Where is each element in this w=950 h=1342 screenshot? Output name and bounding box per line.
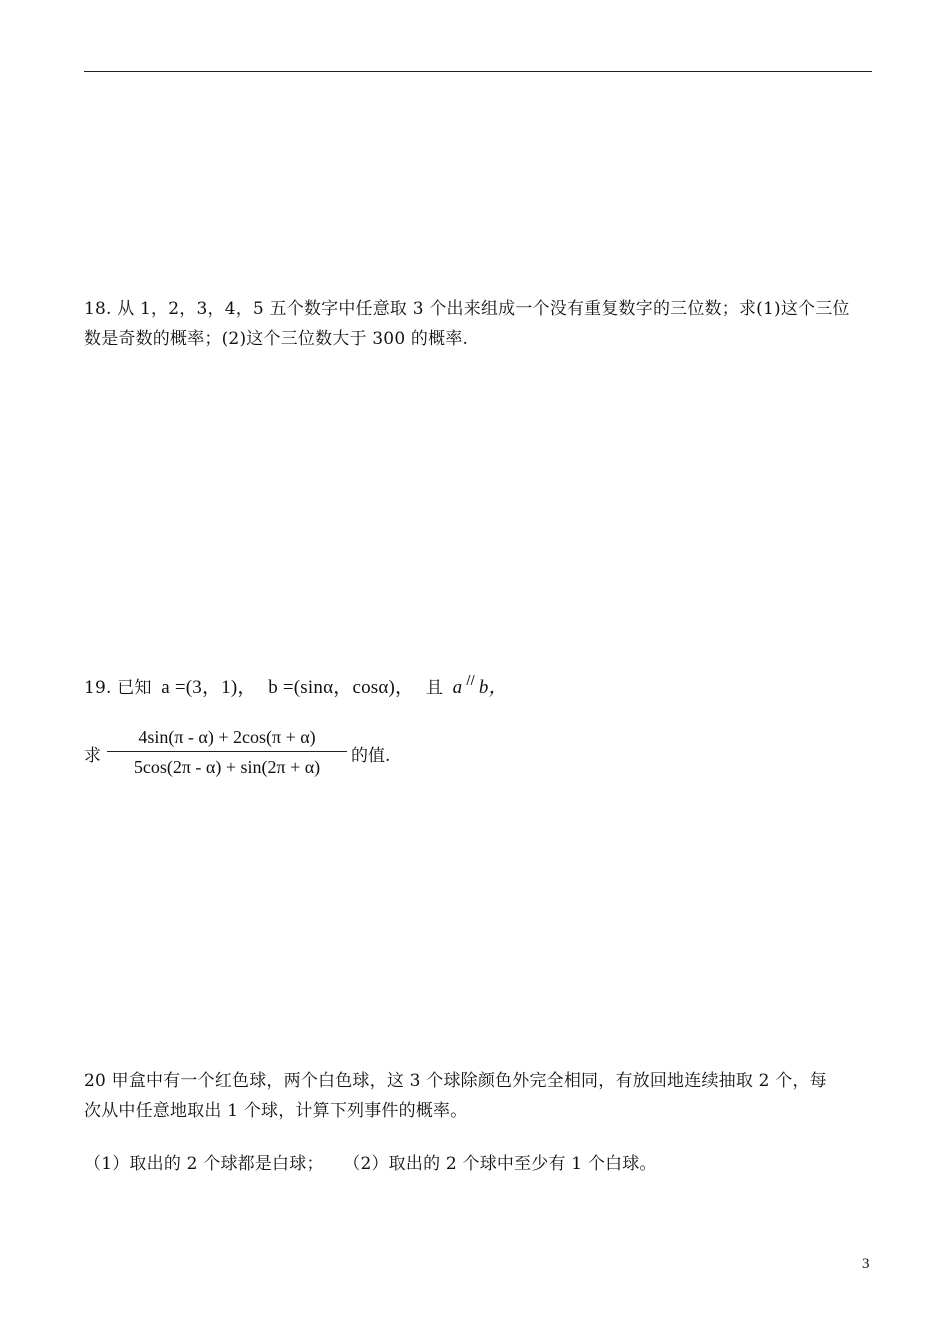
q19-suffix: 的值. [351, 746, 391, 766]
q20-part2: （2）取出的 2 个球中至少有 1 个白球。 [343, 1154, 657, 1174]
q19-prefix: 19. 已知 [84, 678, 152, 698]
q19-numerator: 4sin(π - α) + 2cos(π + α) [107, 724, 347, 752]
q19-cond-b: b， [478, 677, 508, 698]
q19-parallel-symbol: // [466, 673, 475, 687]
page-number: 3 [862, 1256, 870, 1272]
q19-cond-a: a [452, 677, 463, 698]
q18-line1: 18. 从 1，2，3，4，5 五个数字中任意取 3 个出来组成一个没有重复数字的三位数；求(1)这个三位 [84, 299, 850, 319]
q20-line1: 20 甲盒中有一个红色球，两个白色球，这 3 个球除颜色外完全相同，有放回地连续抽取 2 个，每 [84, 1071, 827, 1091]
q19-denominator: 5cos(2π - α) + sin(2π + α) [133, 757, 321, 777]
q19-fraction [107, 724, 347, 780]
q19-condition-word: 且 [425, 678, 444, 698]
q19-expression [84, 724, 784, 784]
q20-part1: （1）取出的 2 个球都是白球； [84, 1154, 324, 1174]
q18-line2: 数是奇数的概率；(2)这个三位数大于 300 的概率. [84, 329, 469, 349]
q20-parts [84, 1152, 657, 1176]
q20-line2: 次从中任意地取出 1 个球，计算下列事件的概率。 [84, 1101, 468, 1121]
q19-vector-a: a =(3，1)， [161, 677, 257, 698]
q19-vector-b: b =(sinα，cosα)， [268, 677, 415, 698]
header-rule [84, 71, 872, 72]
q19-statement [84, 673, 508, 701]
q19-ask: 求 [84, 746, 101, 766]
